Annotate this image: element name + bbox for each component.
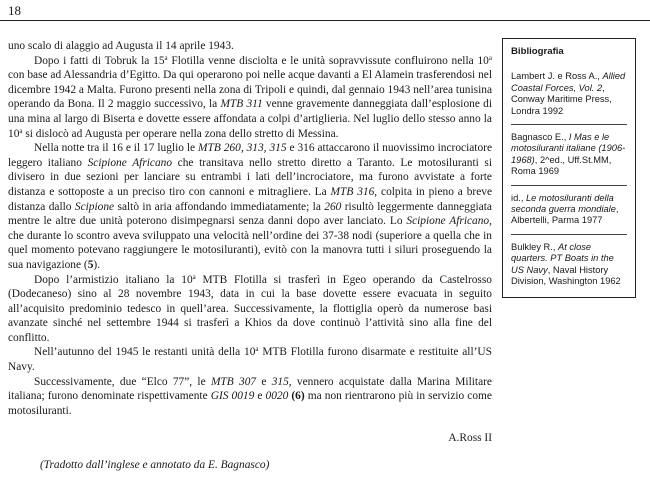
text-run: , Naval History Division, Washington 1962 xyxy=(511,264,621,287)
text-run: , vennero acquistate dalla Marina Militare italiana; furono denominate rispettivamente xyxy=(8,375,492,403)
body-paragraph xyxy=(8,141,492,272)
text-run: 260 xyxy=(324,200,342,213)
text-run: e 316 attaccarono il nuovissimo incrociatore leggero italiano xyxy=(8,142,493,169)
text-run: , Conway Maritime Press, Londra 1992 xyxy=(511,82,612,116)
text-run: Dopo l’armistizio italiano la 10 xyxy=(34,273,193,286)
page-number: 18 xyxy=(8,3,21,18)
translator-note: (Tradotto dall’inglese e annotato da E. Bagnasco) xyxy=(40,459,270,471)
text-run: Scipione Africano xyxy=(87,156,173,169)
body-paragraph xyxy=(8,273,492,346)
body-paragraph xyxy=(8,54,492,142)
text-run: , che durante lo scontro aveva sviluppato una velocità nell’ordine dei 37-38 nodi (superiore a quella che in quel momento potevano raggiungere le motosiluranti), evitò con la manovra tutti i siluri proseguendo la sua navigazione ( xyxy=(8,215,492,271)
text-run: Bagnasco E., xyxy=(511,132,569,143)
text-run: risultò leggermente danneggiata mentre le altre due unità poterono disimpegnarsi senza danni dopo aver lanciato. Lo xyxy=(8,200,492,228)
text-run: ). xyxy=(93,258,101,271)
text-run: a xyxy=(164,53,168,62)
text-run: Dopo i fatti di Tobruk la 15 xyxy=(34,54,165,67)
body-paragraph xyxy=(8,39,492,54)
text-run: Allied Coastal Forces, Vol. 2 xyxy=(511,71,626,93)
body-paragraph xyxy=(8,345,492,374)
text-run: si dislocò ad Augusta per operare nella zona dello stretto di Messina. xyxy=(22,127,339,140)
text-run: 5 xyxy=(87,258,94,271)
text-run: , colpita in pieno a breve distanza dallo xyxy=(8,185,493,213)
text-run: MTB 260, 313, 315 xyxy=(198,142,287,155)
bibliography-entry xyxy=(511,71,627,125)
text-run: con base ad Alessandria d’Egitto. Da qui operarono poi nelle acque davanti a El Alamein trasferendosi nel dicembre 1942 a Malta. Furono presenti nella zona di Tripoli e quindi, dal gennaio 1943 nell’area tunisina operando da Bona. Il 2 maggio successivo, la xyxy=(8,69,492,111)
text-run: Flotilla venne disciolta e le unità sopravvissute confluirono nella 10 xyxy=(167,54,489,67)
text-run: uno scalo di alaggio ad Augusta il 14 aprile 1943. xyxy=(8,40,234,52)
bibliography-entry xyxy=(511,242,627,295)
text-run: Lambert J. e Ross A., xyxy=(511,71,603,82)
text-run: e xyxy=(254,390,266,403)
text-run: MTB 316 xyxy=(330,185,375,198)
text-run: GIS 0019 xyxy=(210,390,255,403)
text-run: Nella notte tra il 16 e il 17 luglio le xyxy=(34,142,199,155)
text-run: Scipione Africano xyxy=(406,215,490,228)
signature: A.Ross II xyxy=(448,432,492,444)
text-run: MTB Flotilla si trasferì in Egeo operando da Castelrosso (Dodecaneso) sino al 28 novembre 1943, data in cui la base dovette essere evacuata in seguito all’acquisito predominio tedesco in quell’area. Successivamente, la flottiglia operò da numerose basi avanzate sinché nel settembre 1944 si trasferì a Khios da dove continuò l’attività sino alla fine del conflitto. xyxy=(8,273,492,344)
body-paragraph xyxy=(8,375,492,419)
text-run: I Mas e le motosiluranti italiane (1906-1968) xyxy=(511,132,626,165)
text-run: MTB Flotilla furono disarmate e restituite all’US Navy. xyxy=(8,346,492,374)
text-run: saltò in aria affondando immediatamente; la xyxy=(114,200,325,213)
bibliography-entries xyxy=(511,71,627,294)
header-rule xyxy=(0,20,650,21)
bibliography-box xyxy=(502,38,636,298)
text-run: Nell’autunno del 1945 le restanti unità della 10 xyxy=(34,346,256,359)
text-run: venne gravemente danneggiata dall’esplosione di una mina al largo di Biserta e dovette essere affondata a colpi d’artiglieria. Nel luglio dello stesso anno la 10 xyxy=(8,98,492,140)
text-run: che transitava nello stretto diretto a Taranto. Le motosiluranti si divisero in due sezioni per lanciare su entrambi i lati dell’incrociatore, ma furono avvistate a forte distanza e sottoposte a un preciso tiro con cannoni e mitragliere. La xyxy=(8,156,492,198)
text-run: 0020 xyxy=(265,390,289,403)
text-run: a xyxy=(192,272,196,281)
bibliography-entry xyxy=(511,193,627,235)
text-run: (6) xyxy=(291,390,305,403)
text-run: a xyxy=(488,53,492,62)
main-text-column xyxy=(8,39,492,418)
bibliography-entry xyxy=(511,132,627,186)
text-run: ma non rientrarono più in servizio come motosiluranti. xyxy=(8,390,492,417)
text-run: a xyxy=(19,126,23,135)
text-run: Successivamente, due “Elco 77”, le xyxy=(34,375,211,388)
text-run: a xyxy=(255,345,259,354)
text-run: 315 xyxy=(271,375,289,388)
text-run: MTB 311 xyxy=(220,98,263,111)
text-run: Scipione xyxy=(74,200,115,213)
text-run: id., xyxy=(511,192,526,203)
text-run: Bulkley R., xyxy=(511,241,559,252)
text-run: MTB 307 xyxy=(210,375,257,388)
text-run: , 2^ed., Uff.St.MM, Roma 1969 xyxy=(511,154,612,177)
text-run: , Albertelli, Parma 1977 xyxy=(511,204,619,226)
text-run: Le motosiluranti della seconda guerra mondiale xyxy=(511,192,616,215)
text-run: At close quarters. PT Boats in the US Navy xyxy=(511,241,614,275)
text-run: e xyxy=(256,375,272,388)
bibliography-title: Bibliografia xyxy=(511,46,564,57)
